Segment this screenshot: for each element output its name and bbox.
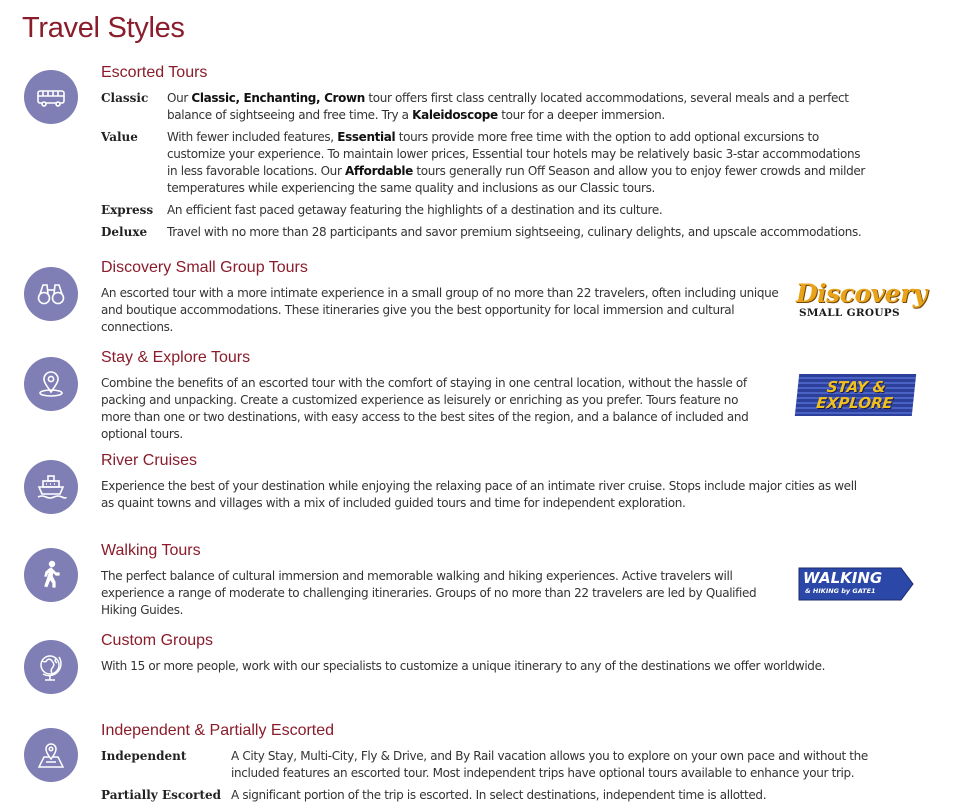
section-description: An escorted tour with a more intimate experience in a small group of no more than 22 travelers, often including unique and boutique accommodations. These itineraries give you the best opportunity for local immersion and cultural connections. — [101, 286, 779, 334]
section-description: Experience the best of your destination while enjoying the relaxing pace of an intimate river cruise. Stops include major cities as well as quaint towns and villages with a mix of included guided tours and time for independent exploration. — [101, 479, 857, 510]
section-title: River Cruises — [101, 452, 198, 469]
section-title: Stay & Explore Tours — [101, 349, 251, 366]
section-title: Escorted Tours — [101, 64, 208, 81]
row-label: Value — [101, 130, 138, 144]
row-label: Classic — [101, 91, 149, 105]
row-label: Express — [101, 203, 154, 217]
section-title: Walking Tours — [101, 542, 201, 559]
binoculars-icon — [24, 267, 78, 321]
row-description: A significant portion of the trip is escorted. In select destinations, independent time is allotted. — [231, 788, 767, 802]
section-title: Discovery Small Group Tours — [101, 259, 308, 276]
row-description: A City Stay, Multi-City, Fly & Drive, and By Rail vacation allows you to explore on your own pace and without the included features an escorted tour. Most independent trips have optional tours available to enhance your trip. — [231, 749, 868, 780]
ship-icon — [24, 460, 78, 514]
page-title: Travel Styles — [22, 12, 185, 44]
stay-explore-logo: STAY & EXPLORE — [795, 374, 916, 416]
section-title: Independent & Partially Escorted — [101, 722, 335, 739]
row-description: An efficient fast paced getaway featuring the highlights of a destination and its culture. — [167, 203, 663, 217]
row-description: Our Classic, Enchanting, Crown tour offers first class centrally located accommodations, several meals and a perfect balance of sightseeing and free time. Try a Kaleidoscope tour for a deeper immersion. — [167, 91, 849, 122]
row-description: With fewer included features, Essential tours provide more free time with the option to add optional excursions to customize your experience. To maintain lower prices, Essential tour hotels may be relatively basic 3-star accommodations in less favorable locations. Our Affordable tours generally run Off Season and allow you to enjoy fewer crowds and milder temperatures while experiencing the same quality and inclusions as our Classic tours. — [167, 130, 866, 195]
map-pin-icon — [24, 357, 78, 411]
section-description: The perfect balance of cultural immersion and memorable walking and hiking experiences. Active travelers will experience a range of moderate to challenging itineraries. Groups of no more than 22 travelers are led by Qualified Hiking Guides. — [101, 569, 757, 617]
row-label: Independent — [101, 749, 187, 763]
row-label: Partially Escorted — [101, 788, 222, 802]
globe-icon — [24, 640, 78, 694]
row-description: Travel with no more than 28 participants and savor premium sightseeing, culinary delights, and upscale accommodations. — [167, 225, 862, 239]
walking-person-icon — [24, 548, 78, 602]
section-description: With 15 or more people, work with our specialists to customize a unique itinerary to any of the destinations we offer worldwide. — [101, 659, 826, 673]
row-label: Deluxe — [101, 225, 148, 239]
section-description: Combine the benefits of an escorted tour with the comfort of staying in one central location, without the hassle of packing and unpacking. Create a customized experience as leisurely or enriching as you prefer. Tours feature no more than one or two destinations, with easy access to the best sites of the region, and a balance of included and optional tours. — [101, 376, 749, 441]
walking-hiking-gate1-logo: WALKING & HIKING by GATE1 — [797, 566, 915, 602]
bus-icon — [24, 70, 78, 124]
map-location-icon — [24, 728, 78, 782]
discovery-small-groups-logo: Discovery SMALL GROUPS — [796, 279, 927, 319]
section-title: Custom Groups — [101, 632, 214, 649]
